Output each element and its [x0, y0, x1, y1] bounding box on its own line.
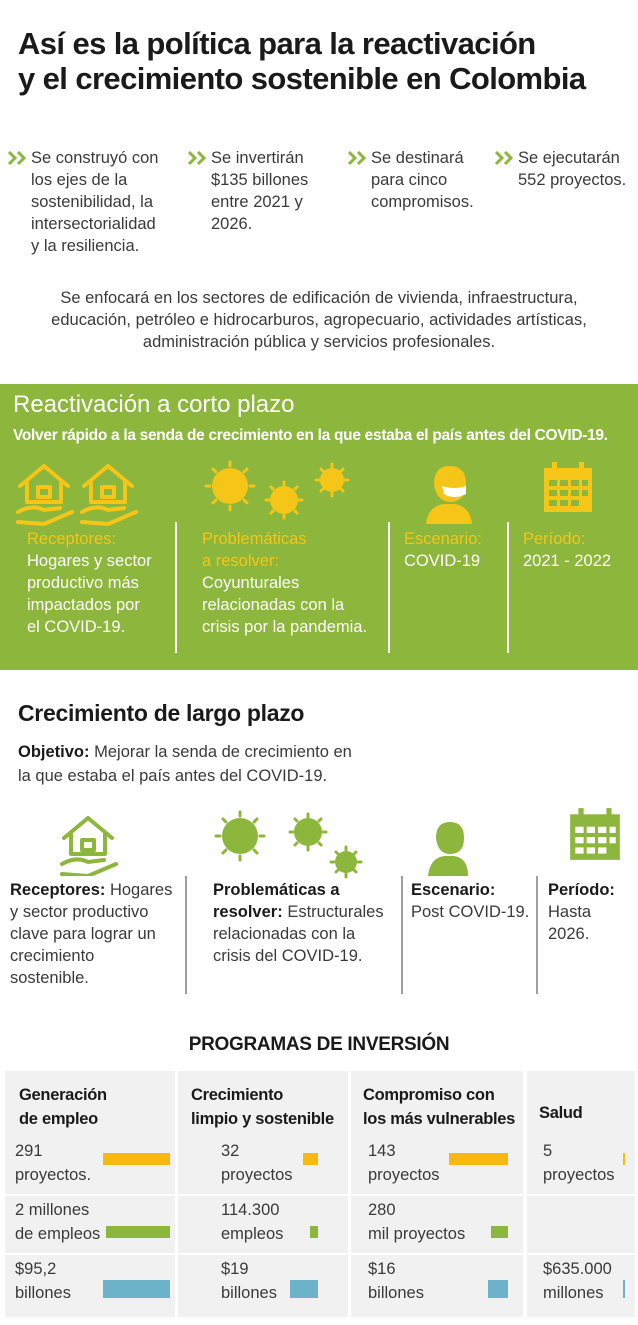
- row-value: $635.000: [543, 1260, 612, 1278]
- house-in-hand-icon: [58, 814, 118, 876]
- row-value: 280: [368, 1201, 396, 1219]
- virus-icon: [200, 460, 360, 526]
- bar-yellow: [103, 1153, 170, 1165]
- receptores-line: Hogares y sector: [27, 552, 152, 570]
- long-term-heading: Crecimiento de largo plazo: [18, 700, 305, 726]
- problematicas-line: relacionadas con la: [202, 596, 345, 614]
- problematicas-line: Coyunturales: [202, 574, 300, 592]
- fact-line: $135 billones: [211, 171, 309, 189]
- escenario-label: Escenario:: [404, 530, 482, 548]
- program-title-line: los más vulnerables: [363, 1110, 516, 1128]
- row-value: 291: [15, 1142, 43, 1160]
- objective-text: la que estaba el país antes del COVID-19.: [18, 767, 328, 785]
- row-unit: billones: [15, 1284, 71, 1302]
- problematicas-line: crisis por la pandemia.: [202, 618, 368, 636]
- fact-line: entre 2021 y: [211, 193, 303, 211]
- escenario-value: COVID-19: [404, 552, 481, 570]
- row-unit: de empleos: [15, 1225, 101, 1243]
- receptores-label: Receptores:: [10, 881, 106, 899]
- receptores-line: productivo más: [27, 574, 139, 592]
- column-divider: [401, 876, 403, 994]
- row-value: 32: [221, 1142, 240, 1160]
- program-row: [178, 1194, 348, 1252]
- row-value: $16: [368, 1260, 396, 1278]
- program-row: [351, 1194, 523, 1252]
- row-unit: mil proyectos: [368, 1225, 466, 1243]
- fact-line: intersectorialidad: [31, 215, 156, 233]
- fact-line: para cinco: [371, 171, 448, 189]
- periodo-value: 2026.: [548, 925, 590, 943]
- problematicas-label: resolver:: [213, 903, 283, 921]
- long-escenario: [411, 879, 535, 923]
- bar-yellow: [623, 1153, 625, 1165]
- receptores-label: Receptores:: [27, 530, 116, 548]
- intro-line: educación, petróleo e hidrocarburos, agropecuario, actividades artísticas,: [51, 311, 587, 329]
- row-unit: proyectos: [543, 1166, 615, 1184]
- fact-line: Se destinará: [371, 149, 464, 167]
- short-term-subtitle: Volver rápido a la senda de crecimiento en la que estaba el país antes del COVID-19.: [13, 427, 608, 444]
- column-divider: [185, 876, 187, 994]
- program-column-health: [527, 1071, 635, 1317]
- program-column-clean-growth: [178, 1071, 348, 1317]
- row-unit: billones: [221, 1284, 277, 1302]
- escenario-label: Escenario:: [411, 881, 496, 899]
- calendar-icon: [540, 460, 596, 516]
- receptores-line: sostenible.: [10, 969, 89, 987]
- person-icon: [426, 820, 470, 876]
- escenario-value: Post COVID-19.: [411, 903, 530, 921]
- receptores-line: clave para lograr un: [10, 925, 156, 943]
- problematicas-label: Problemáticas a: [213, 881, 340, 899]
- receptores-line: crecimiento: [10, 947, 95, 965]
- row-unit: empleos: [221, 1225, 284, 1243]
- masked-person-icon: [424, 462, 474, 524]
- key-facts: [0, 147, 638, 267]
- row-unit: proyectos: [221, 1166, 293, 1184]
- program-title-line: Generación: [19, 1086, 107, 1104]
- short-escenario: [404, 528, 504, 572]
- program-column-vulnerable: [351, 1071, 523, 1317]
- short-receptores: [27, 528, 172, 638]
- row-value: 5: [543, 1142, 553, 1160]
- periodo-value: Hasta: [548, 903, 592, 921]
- long-problematicas: [213, 879, 398, 967]
- program-title-line: Crecimiento: [191, 1086, 284, 1104]
- periodo-label: Período:: [548, 881, 615, 899]
- bar-blue: [623, 1280, 625, 1298]
- fact-line: compromisos.: [371, 193, 474, 211]
- row-value: 114.300: [221, 1201, 280, 1219]
- bar-blue: [488, 1280, 508, 1298]
- program-row: [5, 1194, 175, 1252]
- fact-line: Se ejecutarán: [518, 149, 620, 167]
- row-unit: proyectos: [368, 1166, 440, 1184]
- program-row: [178, 1137, 348, 1195]
- title-line-1: Así es la política para la reactivación: [18, 26, 536, 61]
- row-unit: billones: [368, 1284, 424, 1302]
- programs-heading: PROGRAMAS DE INVERSIÓN: [188, 1034, 450, 1055]
- column-divider: [175, 522, 177, 653]
- receptores-line: impactados por: [27, 596, 140, 614]
- fact-line: los ejes de la: [31, 171, 128, 189]
- calendar-icon: [566, 806, 624, 864]
- problematicas-line: Estructurales: [287, 903, 384, 921]
- short-problematicas: [202, 528, 387, 638]
- column-divider: [507, 522, 509, 653]
- program-row: [527, 1253, 635, 1311]
- program-title-line: limpio y sostenible: [191, 1110, 334, 1128]
- problematicas-line: relacionadas con la: [213, 925, 356, 943]
- program-title-line: Compromiso con: [363, 1086, 495, 1104]
- program-row: [178, 1253, 348, 1311]
- column-divider: [388, 522, 390, 653]
- periodo-value: 2021 - 2022: [523, 552, 612, 570]
- program-row: [5, 1253, 175, 1311]
- program-title-line: Salud: [539, 1104, 583, 1122]
- virus-icon: [210, 810, 366, 880]
- column-divider: [536, 876, 538, 994]
- long-periodo: [548, 879, 636, 945]
- row-unit: proyectos.: [15, 1166, 92, 1184]
- double-chevron-icon: [8, 151, 30, 165]
- double-chevron-icon: [188, 151, 210, 165]
- fact-line: Se invertirán: [211, 149, 304, 167]
- periodo-label: Período:: [523, 530, 586, 548]
- problematicas-label: Problemáticas: [202, 530, 307, 548]
- double-chevron-icon: [495, 151, 517, 165]
- long-receptores: [10, 879, 182, 989]
- bar-yellow: [303, 1153, 318, 1165]
- fact-line: y la resiliencia.: [31, 237, 140, 255]
- fact-line: sostenibilidad, la: [31, 193, 153, 211]
- bar-blue: [290, 1280, 318, 1298]
- objective-label: Objetivo:: [18, 743, 90, 761]
- bar-green: [106, 1226, 170, 1238]
- row-value: $95,2: [15, 1260, 57, 1278]
- receptores-line: y sector productivo: [10, 903, 149, 921]
- long-term-objective: [18, 740, 378, 788]
- program-title-line: de empleo: [19, 1110, 98, 1128]
- program-row: [527, 1137, 635, 1195]
- program-column-employment: [5, 1071, 175, 1317]
- fact-line: 552 proyectos.: [518, 171, 627, 189]
- short-term-section: [0, 384, 638, 670]
- row-value: $19: [221, 1260, 249, 1278]
- program-row: [351, 1137, 523, 1195]
- bar-yellow: [449, 1153, 508, 1165]
- bar-green: [310, 1226, 318, 1238]
- intro-line: Se enfocará en los sectores de edificación de vivienda, infraestructura,: [60, 289, 578, 307]
- short-periodo: [523, 528, 635, 572]
- fact-line: 2026.: [211, 215, 253, 233]
- fact-line: Se construyó con: [31, 149, 159, 167]
- short-term-heading: Reactivación a corto plazo: [13, 391, 295, 418]
- receptores-line: el COVID-19.: [27, 618, 126, 636]
- program-row: [351, 1253, 523, 1311]
- bar-blue: [103, 1280, 170, 1298]
- page-title: [18, 26, 628, 96]
- row-value: 143: [368, 1142, 396, 1160]
- double-chevron-icon: [348, 151, 370, 165]
- problematicas-label: a resolver:: [202, 552, 280, 570]
- problematicas-line: crisis del COVID-19.: [213, 947, 363, 965]
- program-row: [527, 1194, 635, 1252]
- sectors-paragraph: [20, 287, 618, 353]
- program-row: [5, 1137, 175, 1195]
- intro-line: administración pública y servicios profesionales.: [142, 333, 496, 351]
- objective-text: Mejorar la senda de crecimiento en: [94, 743, 352, 761]
- bar-green: [491, 1226, 508, 1238]
- receptores-line: Hogares: [109, 881, 173, 899]
- row-value: 2 millones: [15, 1201, 90, 1219]
- title-line-2: y el crecimiento sostenible en Colombia: [18, 61, 586, 96]
- houses-in-hands-icon: [14, 460, 142, 528]
- row-unit: millones: [543, 1284, 604, 1302]
